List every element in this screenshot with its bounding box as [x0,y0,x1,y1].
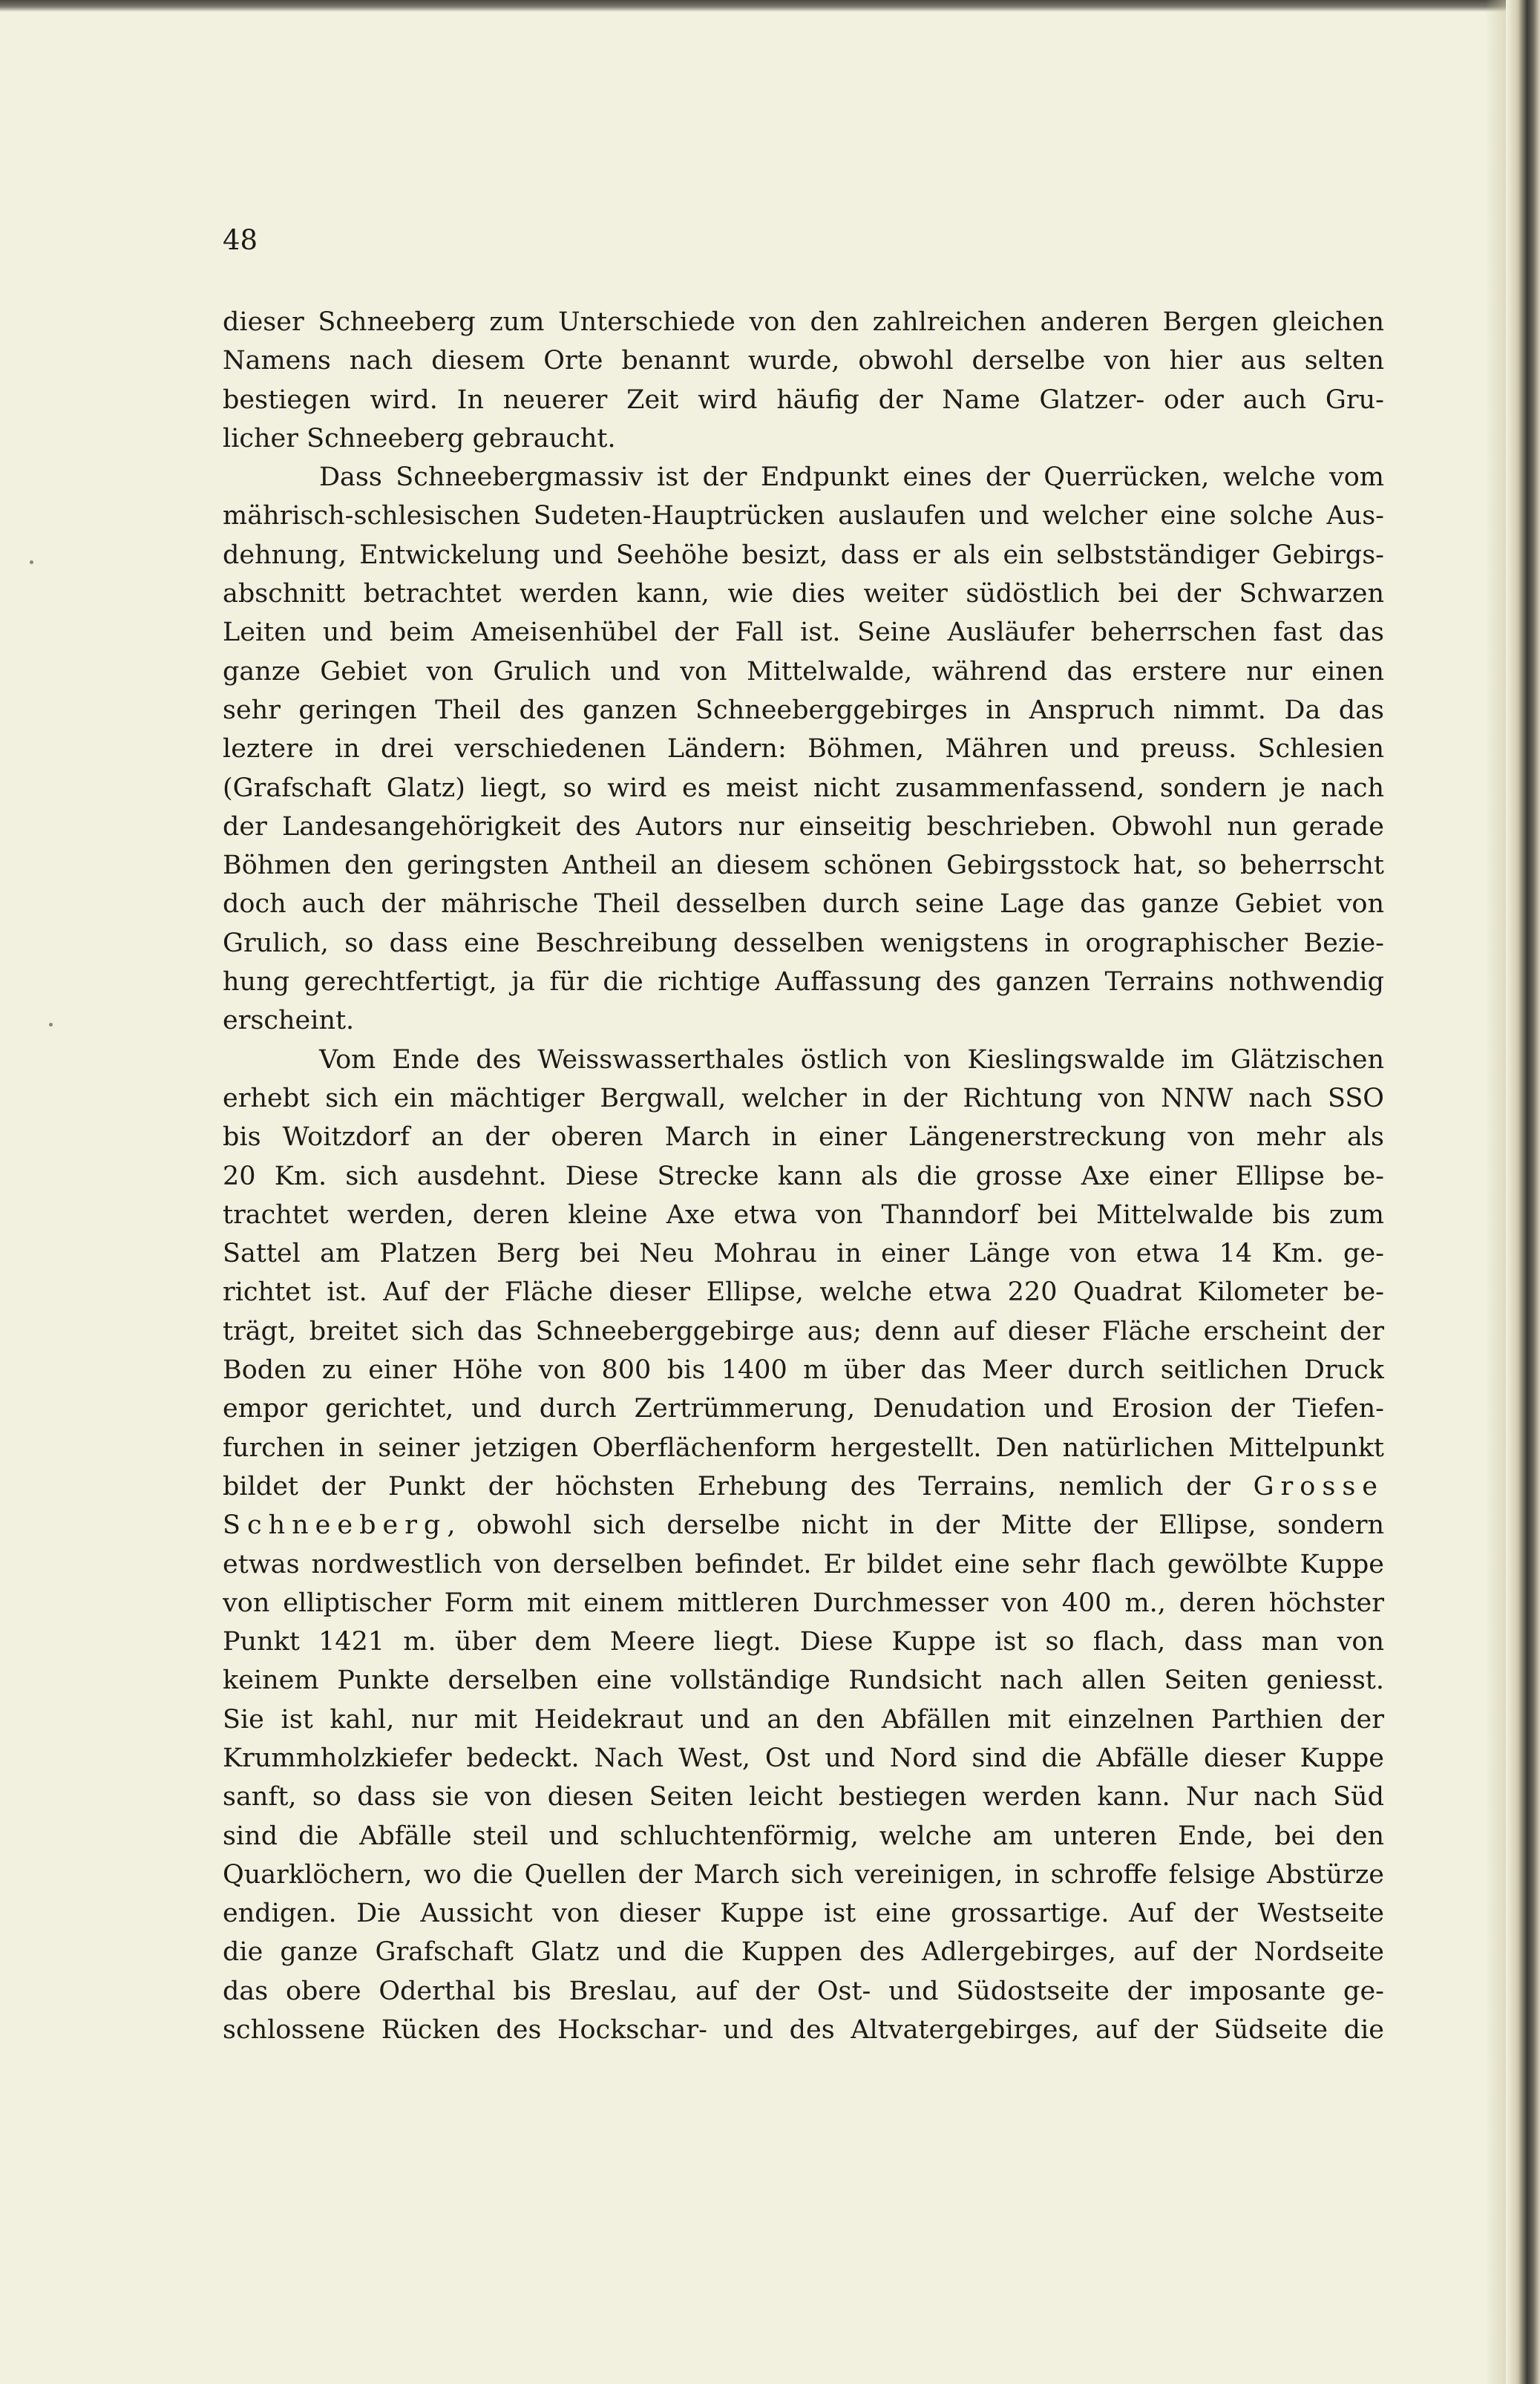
text-line: sind die Abfälle steil und schluchtenförmig, welche am unteren Ende, bei den [223,1821,1384,1851]
text-line: bis Woitzdorf an der oberen March in einer Längenerstreckung von mehr als [223,1122,1384,1153]
text-line: Sie ist kahl, nur mit Heidekraut und an den Abfällen mit einzelnen Parthien der [223,1704,1384,1735]
book-spine-edge [1506,0,1540,2384]
text-line: 20 Km. sich ausdehnt. Diese Strecke kann als die grosse Axe einer Ellipse be- [223,1161,1384,1191]
spine-shadow [1485,0,1506,2384]
text-line: licher Schneeberg gebraucht. [223,423,616,453]
text-line: die ganze Grafschaft Glatz und die Kuppen des Adlergebirges, auf der Nordseite [223,1937,1384,1968]
text-line: Namens nach diesem Orte benannt wurde, obwohl derselbe von hier aus selten [223,346,1384,376]
text-line: Leiten und beim Ameisenhübel der Fall ist. Seine Ausläufer beherrschen fast das [223,618,1384,648]
text-line: Vom Ende des Weisswasserthales östlich von Kieslingswalde im Glätzischen [319,1044,1384,1075]
text-line: doch auch der mährische Theil desselben durch seine Lage das ganze Gebiet von [223,889,1384,920]
text-line: Schneeberg, obwohl sich derselbe nicht in der Mitte der Ellipse, sondern [223,1510,1384,1541]
text-line: trägt, breitet sich das Schneeberggebirge aus; denn auf dieser Fläche erscheint der [223,1316,1384,1346]
text-line: (Grafschaft Glatz) liegt, so wird es meist nicht zusammenfassend, sondern je nach [223,773,1384,803]
text-line: mährisch-schlesischen Sudeten-Hauptrücken auslaufen und welcher eine solche Aus- [223,501,1384,531]
text-line: furchen in seiner jetzigen Oberflächenform hergestellt. Den natürlichen Mittelpunkt [223,1432,1384,1463]
text-line: Grulich, so dass eine Beschreibung desselben wenigstens in orographischer Bezie- [223,928,1384,958]
text-line: bildet der Punkt der höchsten Erhebung des Terrains, nemlich der Grosse [223,1471,1384,1502]
text-line: abschnitt betrachtet werden kann, wie dies weiter südöstlich bei der Schwarzen [223,579,1384,609]
text-line: Quarklöchern, wo die Quellen der March sich vereinigen, in schroffe felsige Abstürze [223,1859,1384,1890]
text-line: der Landesangehörigkeit des Autors nur einseitig beschrieben. Obwohl nun gerade [223,811,1384,842]
text-line: Dass Schneebergmassiv ist der Endpunkt eines der Querrücken, welche vom [319,462,1384,493]
text-line: erhebt sich ein mächtiger Bergwall, welcher in der Richtung von NNW nach SSO [223,1083,1384,1113]
text-line: leztere in drei verschiedenen Ländern: Böhmen, Mähren und preuss. Schlesien [223,734,1384,764]
text-line: das obere Oderthal bis Breslau, auf der Ost- und Südostseite der imposante ge- [223,1976,1384,2006]
text-line: schlossene Rücken des Hockschar- und des Altvatergebirges, auf der Südseite die [223,2015,1384,2046]
text-line: richtet ist. Auf der Fläche dieser Ellipse, welche etwa 220 Quadrat Kilometer be- [223,1277,1384,1308]
text-line: Krummholzkiefer bedeckt. Nach West, Ost und Nord sind die Abfälle dieser Kuppe [223,1743,1384,1773]
text-line: sanft, so dass sie von diesen Seiten leicht bestiegen werden kann. Nur nach Süd [223,1782,1384,1812]
text-line: keinem Punkte derselben eine vollständige Rundsicht nach allen Seiten geniesst. [223,1666,1384,1696]
text-line: dieser Schneeberg zum Unterschiede von den zahlreichen anderen Bergen gleichen [223,307,1384,337]
text-line: erscheint. [223,1006,355,1036]
text-line: von elliptischer Form mit einem mittleren Durchmesser von 400 m., deren höchster [223,1588,1384,1618]
text-line: Punkt 1421 m. über dem Meere liegt. Diese Kuppe ist so flach, dass man von [223,1627,1384,1657]
text-line: empor gerichtet, und durch Zertrümmerung, Denudation und Erosion der Tiefen- [223,1394,1384,1424]
text-line: hung gerechtfertigt, ja für die richtige Auffassung des ganzen Terrains nothwendig [223,967,1384,998]
text-line: ganze Gebiet von Grulich und von Mittelwalde, während das erstere nur einen [223,656,1384,687]
paper-speck [49,1023,53,1026]
text-line: etwas nordwestlich von derselben befindet. Er bildet eine sehr flach gewölbte Kuppe [223,1549,1384,1579]
text-line: endigen. Die Aussicht von dieser Kuppe ist eine grossartige. Auf der Westseite [223,1899,1384,1929]
text-line: dehnung, Entwickelung und Seehöhe besizt, dass er als ein selbstständiger Gebirgs- [223,540,1384,570]
text-line: sehr geringen Theil des ganzen Schneeberggebirges in Anspruch nimmt. Da das [223,695,1384,725]
page-number: 48 [223,224,258,256]
text-line: Sattel am Platzen Berg bei Neu Mohrau in einer Länge von etwa 14 Km. ge- [223,1239,1384,1269]
page-top-edge [0,0,1540,12]
body-text [223,303,1384,2049]
text-line: Boden zu einer Höhe von 800 bis 1400 m über das Meer durch seitlichen Druck [223,1355,1384,1386]
text-line: bestiegen wird. In neuerer Zeit wird häufig der Name Glatzer- oder auch Gru- [223,384,1384,415]
paper-speck [30,560,33,564]
text-line: trachtet werden, deren kleine Axe etwa von Thanndorf bei Mittelwalde bis zum [223,1199,1384,1230]
text-line: Böhmen den geringsten Antheil an diesem schönen Gebirgsstock hat, so beherrscht [223,851,1384,881]
